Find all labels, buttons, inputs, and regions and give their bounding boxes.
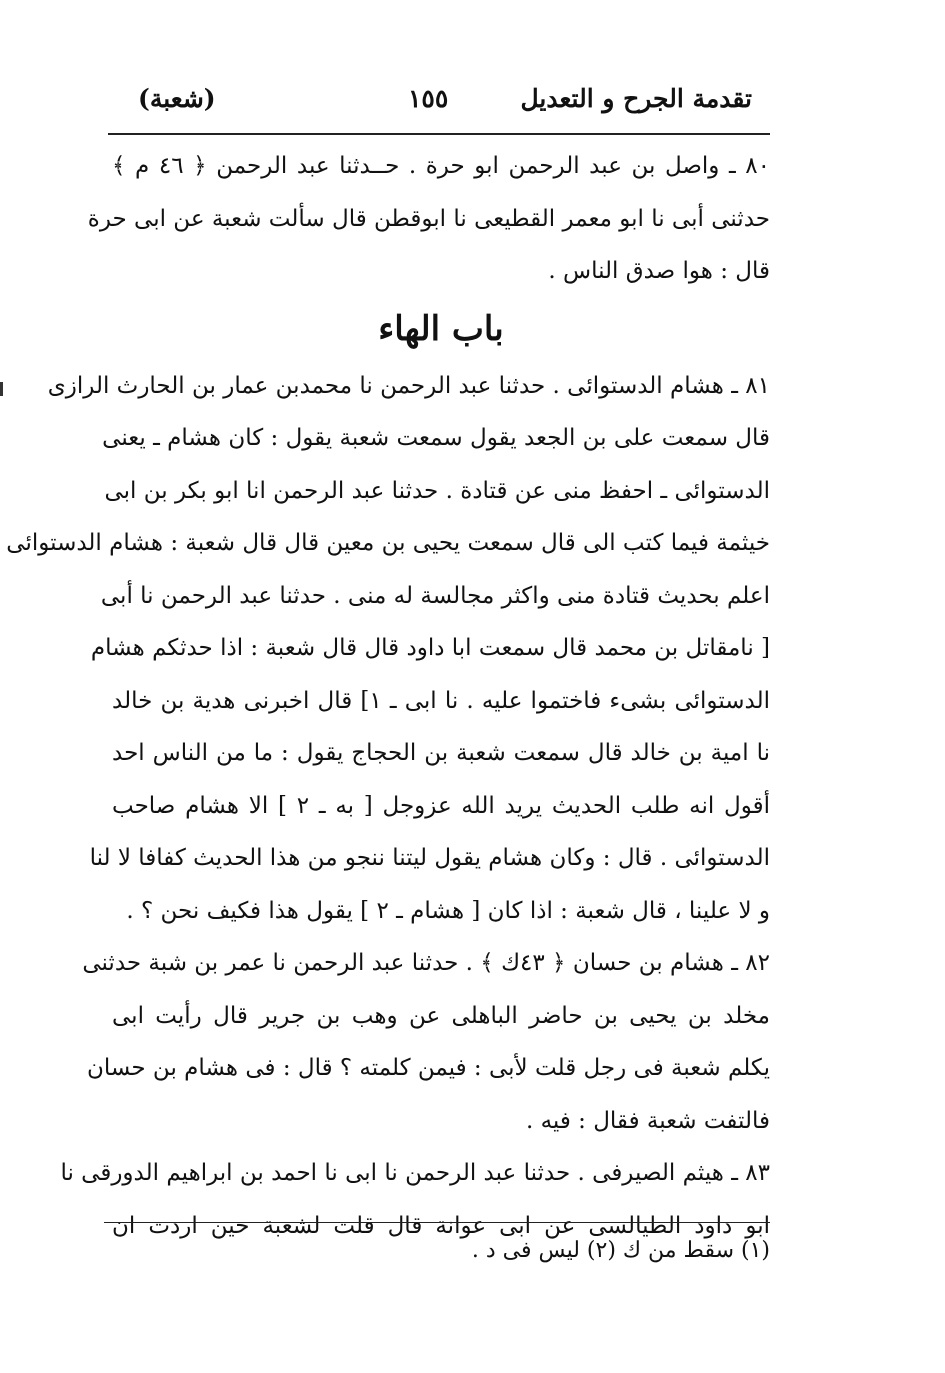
main-text	[6, 140, 770, 1252]
text-line: و لا علينا ، قال شعبة : اذا كان [ هشام ـ ٢ ] يقول هذا فكيف نحن ؟ .	[126, 897, 770, 924]
text-line: نا امية بن خالد قال سمعت شعبة بن الحجاج يقول : ما من الناس احد	[112, 740, 770, 766]
text-line: الدستوائى ـ احفظ منى عن قتادة . حدثنا عبد الرحمن انا ابو بكر بن ابى	[104, 477, 770, 504]
text-line: اعلم بحديث قتادة منى واكثر مجالسة له منى . حدثنا عبد الرحمن نا أبى	[100, 582, 770, 609]
footnote: (١) سقط من ك (٢) ليس فى د .	[471, 1238, 770, 1263]
text-line: ٨٠ ـ واصل بن عبد الرحمن ابو حرة . حــدثنا عبد الرحمن ﴿ ٤٦ م ﴾	[112, 153, 770, 179]
text-line: ٨٢ ـ هشام بن حسان ﴿ ٤٣ك ﴾ . حدثنا عبد الرحمن نا عمر بن شبة حدثنى	[82, 950, 770, 976]
text-line: حدثنى أبى نا ابو معمر القطيعى نا ابوقطن قال سألت شعبة عن ابى حرة	[87, 205, 770, 232]
footnote-rule	[104, 1222, 770, 1223]
text-line: قال : هوا صدق الناس .	[548, 258, 770, 284]
text-line: مخلد بن يحيى بن حاضر الباهلى عن وهب بن جرير قال رأيت ابى	[112, 1002, 770, 1029]
book-title: تقدمة الجرح و التعديل	[520, 84, 752, 113]
text-line: خيثمة فيما كتب الى قال سمعت يحيى بن معين قال قال شعبة : هشام الدستوائى	[6, 530, 770, 556]
text-line: فالتفت شعبة فقال : فيه .	[525, 1107, 770, 1134]
text-line: ابو داود الطيالسى عن ابى عوانة قال قلت لشعبة حين اردت ان	[112, 1212, 770, 1239]
page-number: ١٥٥	[408, 84, 449, 113]
section-name: (شعبة)	[138, 84, 216, 113]
text-line: الدستوائى بشىء فاختموا عليه . نا ابى ـ ١] قال اخبرنى هدية بن خالد	[112, 687, 770, 714]
text-line: ٨١ ـ هشام الدستوائى . حدثنا عبد الرحمن نا محمدبن عمار بن الحارث الرازى	[47, 372, 770, 399]
margin-mark	[0, 382, 3, 396]
text-line: أقول انه طلب الحديث يريد الله عزوجل [ به ـ ٢ ] الا هشام صاحب	[112, 792, 770, 819]
text-line: ٨٣ ـ هيثم الصيرفى . حدثنا عبد الرحمن نا ابى نا احمد بن ابراهيم الدورقى نا	[60, 1160, 770, 1186]
header-rule	[108, 133, 770, 135]
text-line: قال سمعت على بن الجعد يقول سمعت شعبة يقول : كان هشام ـ يعنى	[102, 425, 770, 451]
text-line: يكلم شعبة فى رجل قلت لأبى : فيمن كلمته ؟ قال : فى هشام بن حسان	[86, 1055, 770, 1081]
chapter-heading: باب الهاء	[378, 308, 504, 349]
text-line: [ نامقاتل بن محمد قال سمعت ابا داود قال قال شعبة : اذا حدثكم هشام	[90, 635, 770, 661]
text-line: الدستوائى . قال : وكان هشام يقول ليتنا ننجو من هذا الحديث كفافا لا لنا	[89, 845, 770, 871]
running-header	[108, 78, 770, 130]
